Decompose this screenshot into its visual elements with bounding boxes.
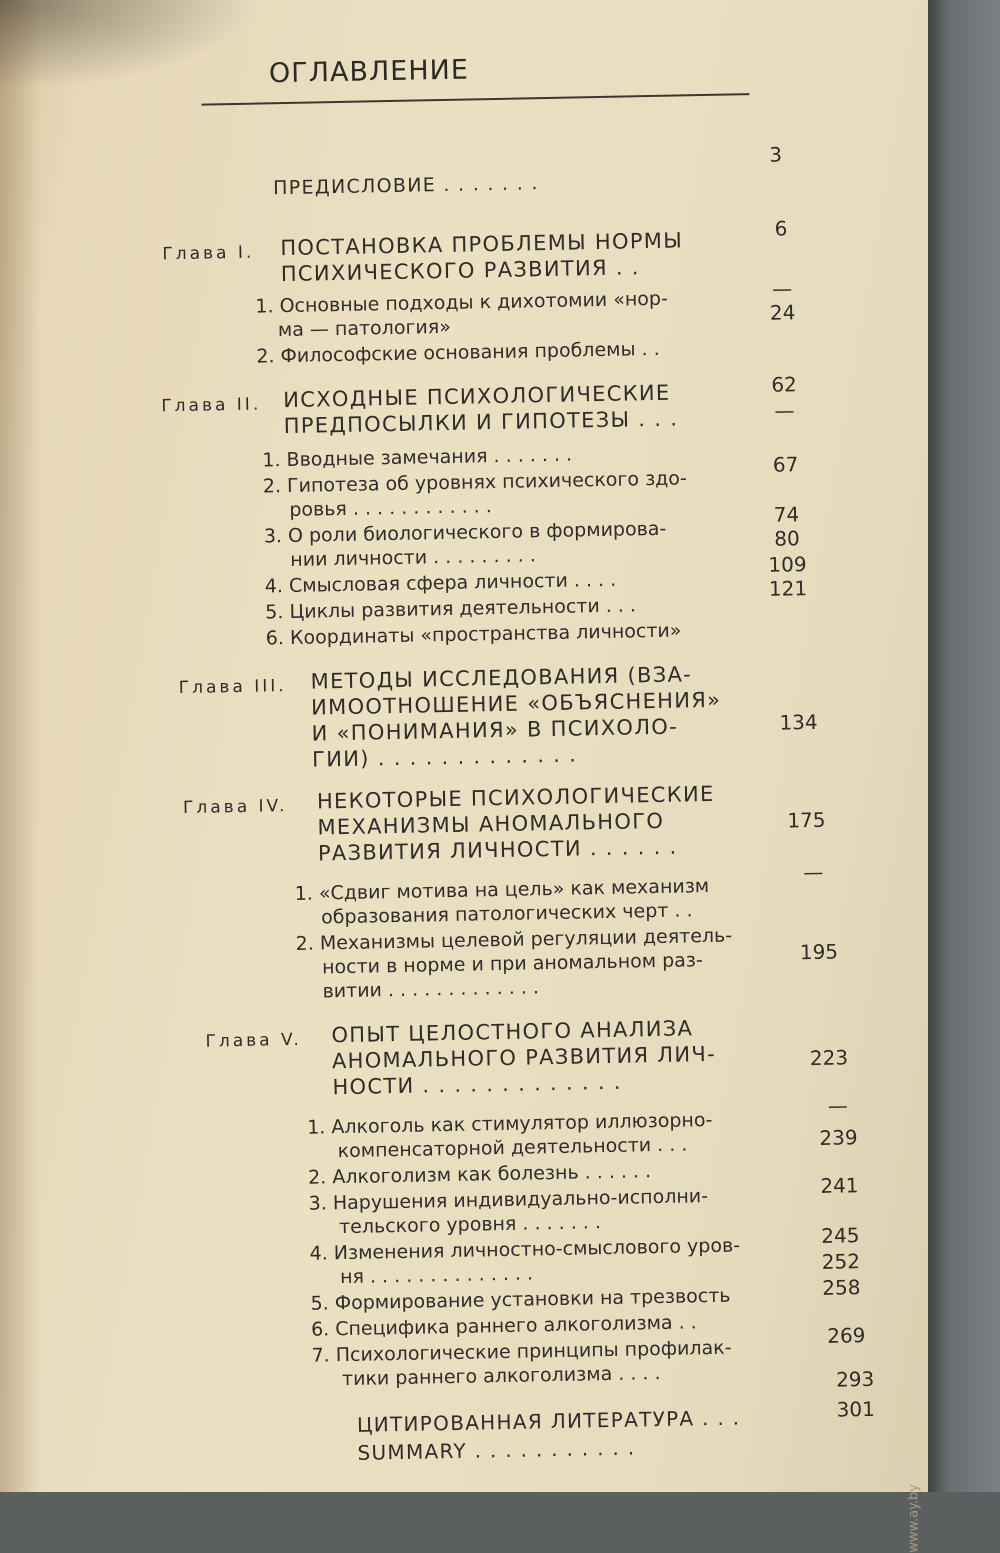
page-number: 24 — [769, 300, 796, 325]
chapter-title-line: ПСИХИЧЕСКОГО РАЗВИТИЯ . . — [280, 255, 640, 287]
page-number: — — [827, 1093, 849, 1118]
toc-literature: ЦИТИРОВАННАЯ ЛИТЕРАТУРА . . . — [356, 1405, 741, 1437]
section-line: компенсаторной деятельности . . . — [337, 1133, 688, 1163]
section-line: 3. О роли биологического в формирова- — [263, 517, 667, 548]
section-line: 4. Смысловая сфера личности . . . . — [264, 568, 617, 598]
section-line: ма — патология» — [277, 315, 452, 342]
section-line: тельского уровня . . . . . . . — [338, 1211, 602, 1239]
chapter-title-line: ИСХОДНЫЕ ПСИХОЛОГИЧЕСКИЕ — [283, 380, 671, 413]
section-line: 7. Психологические принципы профилак- — [311, 1336, 732, 1367]
page-number: — — [803, 859, 824, 885]
toc-preface: ПРЕДИСЛОВИЕ . . . . . . . — [272, 172, 539, 200]
title-underline — [202, 93, 750, 106]
section-line: 2. Механизмы целевой регуляции деятель- — [295, 924, 733, 955]
chapter-label: Глава III. — [178, 676, 287, 699]
page-number: 121 — [768, 576, 808, 601]
section-line: ня . . . . . . . . . . . . . . — [339, 1262, 534, 1289]
page-number: 80 — [774, 526, 800, 551]
page-number: 239 — [819, 1125, 858, 1150]
section-line: нии личности . . . . . . . . . — [290, 544, 536, 571]
section-line: тики раннего алкоголизма . . . . — [341, 1362, 661, 1391]
chapter-title-line: МЕТОДЫ ИССЛЕДОВАНИЯ (ВЗА- — [310, 662, 693, 694]
page-number: 195 — [799, 939, 839, 965]
page-number: 62 — [771, 372, 797, 397]
chapter-title-line: ПРЕДПОСЫЛКИ И ГИПОТЕЗЫ . . . — [283, 406, 679, 439]
chapter-title-line: ИМООТНОШЕНИЕ «ОБЪЯСНЕНИЯ» — [310, 687, 722, 720]
section-line: витии . . . . . . . . . . . . . — [322, 976, 540, 1003]
chapter-label: Глава V. — [205, 1029, 303, 1052]
page-number: 258 — [822, 1275, 861, 1300]
page-number: 301 — [836, 1396, 876, 1422]
page-number: 245 — [821, 1223, 860, 1248]
page-number: — — [771, 276, 793, 301]
chapter-title-line: НЕКОТОРЫЕ ПСИХОЛОГИЧЕСКИЕ — [316, 781, 715, 814]
chapter-title-line: РАЗВИТИЯ ЛИЧНОСТИ . . . . . . — [317, 834, 678, 866]
section-line: образования патологических черт . . — [320, 899, 693, 929]
page-number: 67 — [772, 452, 799, 477]
section-line: 1. «Сдвиг мотива на цель» как механизм — [294, 875, 710, 905]
page-number: 241 — [820, 1173, 859, 1198]
page-number: 223 — [809, 1045, 849, 1071]
section-line: 1. Основные подходы к дихотомии «нор- — [255, 287, 669, 318]
watermark: www.ay.by — [907, 1484, 922, 1553]
chapter-label: Глава IV. — [182, 796, 288, 819]
toc-summary: SUMMARY . . . . . . . . . . . — [357, 1435, 636, 1465]
page-number: — — [774, 398, 795, 423]
page-number: 175 — [787, 807, 826, 833]
chapter-label: Глава II. — [161, 394, 262, 417]
page-number: 293 — [835, 1366, 875, 1392]
page-number: 74 — [773, 502, 800, 527]
chapter-title-line: ПОСТАНОВКА ПРОБЛЕМЫ НОРМЫ — [280, 228, 684, 261]
page-number: 252 — [821, 1249, 861, 1274]
section-line: 2. Философские основания проблемы . . — [256, 337, 660, 368]
page-title: ОГЛАВЛЕНИЕ — [268, 54, 470, 90]
chapter-title-line: НОСТИ . . . . . . . . . . . . . — [332, 1069, 623, 1100]
section-line: 2. Гипотеза об уровнях психического здо- — [262, 467, 688, 498]
section-line: 5. Формирование установки на трезвость — [310, 1284, 731, 1315]
chapter-label: Глава I. — [162, 242, 255, 265]
page-number: 6 — [774, 216, 788, 241]
section-line: 1. Вводные замечания . . . . . . . — [262, 443, 573, 472]
section-line: 4. Изменения личностно-смыслового уров- — [309, 1234, 741, 1265]
page-number: 3 — [769, 142, 783, 167]
page-number: 134 — [779, 709, 818, 735]
chapter-title-line: АНОМАЛЬНОГО РАЗВИТИЯ ЛИЧ- — [331, 1041, 717, 1074]
chapter-title-line: ГИИ) . . . . . . . . . . . . . — [311, 742, 578, 772]
section-line: 3. Нарушения индивидуально-исполни- — [308, 1185, 709, 1215]
section-line: 5. Циклы развития деятельности . . . — [265, 594, 637, 624]
section-line: 6. Координаты «пространства личности» — [265, 619, 682, 650]
section-line: 2. Алкоголизм как болезнь . . . . . . — [307, 1160, 652, 1189]
chapter-title-line: МЕХАНИЗМЫ АНОМАЛЬНОГО — [317, 808, 665, 840]
section-line: 6. Специфика раннего алкоголизма . . — [310, 1311, 697, 1341]
book-cover-edge — [928, 0, 1000, 1492]
section-line: 1. Алкоголь как стимулятор иллюзорно- — [307, 1108, 713, 1139]
chapter-title-line: ОПЫТ ЦЕЛОСТНОГО АНАЛИЗА — [331, 1016, 694, 1048]
page-number: 109 — [768, 552, 807, 577]
page-number: 269 — [826, 1323, 866, 1348]
chapter-title-line: И «ПОНИМАНИЯ» В ПСИХОЛО- — [311, 714, 679, 746]
section-line: ровья . . . . . . . . . . . . — [289, 495, 492, 521]
section-line: ности в норме и при аномальном раз- — [321, 949, 704, 979]
